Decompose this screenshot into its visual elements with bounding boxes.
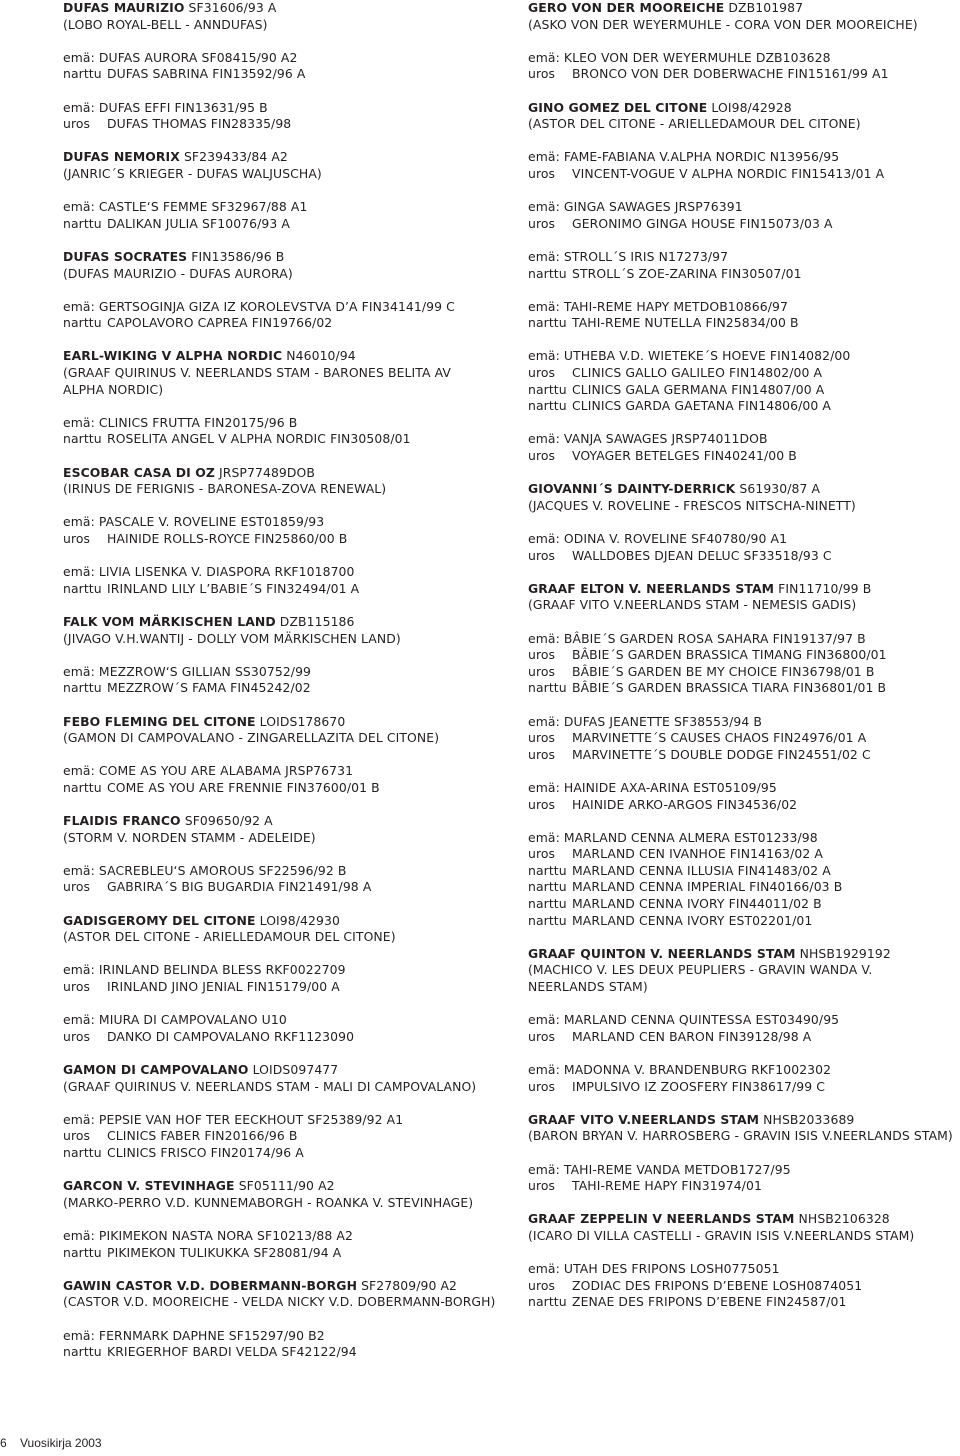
- text-line: (DUFAS MAURIZIO - DUFAS AURORA): [63, 265, 293, 281]
- spacer: [63, 183, 513, 200]
- offspring-name: MARLAND CENNA IVORY FIN44011/02 B: [572, 896, 822, 912]
- offspring-name: MARLAND CEN BARON FIN39128/98 A: [572, 1028, 812, 1044]
- offspring-line: [528, 680, 960, 697]
- registration-number: SF05111/90 A2: [238, 1178, 335, 1194]
- text-line: (GRAAF QUIRINUS V. NEERLANDS STAM - MALI DI CAMPOVALANO): [63, 1078, 477, 1094]
- offspring-sex: uros: [528, 796, 556, 812]
- offspring-line: [528, 365, 960, 382]
- offspring-name: IMPULSIVO IZ ZOOSFERY FIN38617/99 C: [572, 1078, 825, 1094]
- offspring-sex: narttu: [528, 398, 567, 414]
- offspring-name: STROLL´S ZOE-ZARINA FIN30507/01: [572, 265, 802, 281]
- offspring-line: [63, 581, 513, 598]
- registration-number: NHSB2033689: [763, 1111, 855, 1127]
- text-line: emä: HAINIDE AXA-ARINA EST05109/95: [528, 779, 777, 795]
- text-line: (MARKO-PERRO V.D. KUNNEMABORGH - ROANKA V. STEVINHAGE): [63, 1194, 474, 1210]
- registration-number: FIN11710/99 B: [778, 580, 872, 596]
- sire-heading: [528, 1211, 960, 1228]
- sire-name: DUFAS NEMORIX: [63, 149, 180, 165]
- offspring-sex: uros: [63, 879, 91, 895]
- offspring-name: CLINICS GARDA GAETANA FIN14806/00 A: [572, 398, 832, 414]
- registration-number: NHSB2106328: [798, 1211, 890, 1227]
- offspring-sex: uros: [63, 531, 91, 546]
- text-line: (BARON BRYAN V. HARROSBERG - GRAVIN ISIS V.NEERLANDS STAM): [528, 1128, 953, 1144]
- offspring-line: [528, 1079, 960, 1096]
- offspring-name: HAINIDE ARKO-ARGOS FIN34536/02: [572, 796, 798, 812]
- spacer: [528, 1245, 960, 1262]
- spacer: [63, 332, 513, 349]
- sire-heading: [528, 0, 960, 17]
- text-line: emä: TAHI-REME HAPY METDOB10866/97: [528, 298, 788, 314]
- offspring-sex: uros: [528, 1078, 556, 1094]
- spacer: [63, 448, 513, 465]
- text-line: (ICARO DI VILLA CASTELLI - GRAVIN ISIS V.NEERLANDS STAM): [528, 1227, 915, 1243]
- offspring-name: CLINICS GALLO GALILEO FIN14802/00 A: [572, 365, 823, 381]
- offspring-name: IRINLAND JINO JENIAL FIN15179/00 A: [107, 979, 340, 995]
- text-line: (MACHICO V. LES DEUX PEUPLIERS - GRAVIN WANDA V.: [528, 962, 873, 978]
- spacer: [63, 282, 513, 299]
- text-line: emä: VANJA SAWAGES JRSP74011DOB: [528, 431, 768, 447]
- sire-name: GRAAF ZEPPELIN V NEERLANDS STAM: [528, 1211, 795, 1227]
- offspring-name: HAINIDE ROLLS-ROYCE FIN25860/00 B: [107, 531, 348, 546]
- offspring-sex: narttu: [528, 680, 567, 696]
- offspring-name: KRIEGERHOF BARDI VELDA SF42122/94: [107, 1344, 357, 1360]
- registration-number: LOI98/42928: [711, 99, 792, 115]
- spacer: [63, 797, 513, 814]
- spacer: [528, 415, 960, 432]
- sire-name: GRAAF VITO V.NEERLANDS STAM: [528, 1111, 760, 1127]
- text-line: (STORM V. NORDEN STAMM - ADELEIDE): [63, 829, 316, 845]
- registration-number: DZB115186: [279, 613, 355, 629]
- offspring-line: [63, 680, 513, 697]
- registration-number: N46010/94: [286, 348, 356, 364]
- sire-heading: [63, 614, 513, 631]
- sire-heading: [63, 1278, 513, 1295]
- sire-heading: [528, 946, 960, 963]
- offspring-line: [528, 1278, 960, 1295]
- text-line: emä: STROLL´S IRIS N17273/97: [528, 248, 729, 264]
- spacer: [63, 1045, 513, 1062]
- offspring-sex: uros: [528, 663, 556, 679]
- offspring-line: [528, 747, 960, 764]
- publication-title: Vuosikirja 2003: [20, 1436, 102, 1450]
- offspring-line: [63, 1029, 513, 1046]
- text-line: emä: PEPSIE VAN HOF TER EECKHOUT SF25389/92 A1: [63, 1111, 404, 1127]
- sire-heading: [63, 149, 513, 166]
- spacer: [63, 1095, 513, 1112]
- offspring-name: PIKIMEKON TULIKUKKA SF28081/94 A: [107, 1244, 342, 1260]
- spacer: [63, 498, 513, 515]
- sire-name: GIOVANNI´S DAINTY-DERRICK: [528, 481, 736, 497]
- text-line: emä: DUFAS EFFI FIN13631/95 B: [63, 99, 268, 115]
- offspring-line: [528, 548, 960, 565]
- sire-heading: [63, 249, 513, 266]
- offspring-line: [528, 896, 960, 913]
- offspring-sex: narttu: [63, 1344, 102, 1360]
- spacer: [63, 232, 513, 249]
- offspring-name: BÂBIE´S GARDEN BRASSICA TIARA FIN36801/01 B: [572, 680, 887, 696]
- spacer: [63, 846, 513, 863]
- offspring-line: [63, 531, 513, 548]
- text-line: emä: UTAH DES FRIPONS LOSH0775051: [528, 1261, 780, 1277]
- registration-number: LOIDS178670: [259, 713, 346, 729]
- spacer: [63, 1261, 513, 1278]
- sire-heading: [63, 714, 513, 731]
- spacer: [528, 465, 960, 482]
- offspring-sex: narttu: [528, 315, 567, 331]
- text-line: emä: GERTSOGINJA GIZA IZ KOROLEVSTVA D’A FIN34141/99 C: [63, 298, 455, 314]
- offspring-name: COME AS YOU ARE FRENNIE FIN37600/01 B: [107, 779, 380, 795]
- spacer: [528, 1045, 960, 1062]
- offspring-line: [528, 1029, 960, 1046]
- offspring-sex: uros: [528, 647, 556, 663]
- spacer: [63, 647, 513, 664]
- spacer: [528, 614, 960, 631]
- spacer: [63, 133, 513, 150]
- offspring-sex: uros: [528, 547, 556, 563]
- text-line: emä: MEZZROW‘S GILLIAN SS30752/99: [63, 663, 312, 679]
- offspring-name: CLINICS FABER FIN20166/96 B: [107, 1128, 298, 1144]
- spacer: [528, 929, 960, 946]
- offspring-line: [63, 216, 513, 233]
- text-line: emä: KLEO VON DER WEYERMUHLE DZB103628: [528, 49, 831, 65]
- sire-name: GINO GOMEZ DEL CITONE: [528, 99, 708, 115]
- spacer: [63, 398, 513, 415]
- offspring-name: DUFAS THOMAS FIN28335/98: [107, 116, 292, 132]
- text-line: (GRAAF QUIRINUS V. NEERLANDS STAM - BARONES BELITA AV: [63, 365, 451, 381]
- sire-name: DUFAS SOCRATES: [63, 248, 188, 264]
- offspring-sex: narttu: [528, 879, 567, 895]
- spacer: [63, 896, 513, 913]
- offspring-sex: narttu: [63, 431, 102, 447]
- offspring-line: [63, 979, 513, 996]
- offspring-sex: uros: [528, 846, 556, 862]
- text-line: emä: MARLAND CENNA ALMERA EST01233/98: [528, 829, 818, 845]
- text-line: ALPHA NORDIC): [63, 381, 164, 397]
- offspring-line: [63, 315, 513, 332]
- offspring-name: BÂBIE´S GARDEN BRASSICA TIMANG FIN36800/01: [572, 647, 887, 663]
- offspring-sex: narttu: [528, 862, 567, 878]
- spacer: [63, 33, 513, 50]
- offspring-sex: uros: [63, 979, 91, 995]
- offspring-line: [63, 431, 513, 448]
- offspring-sex: uros: [63, 116, 91, 132]
- offspring-name: MARLAND CENNA ILLUSIA FIN41483/02 A: [572, 862, 831, 878]
- offspring-sex: uros: [63, 1028, 91, 1044]
- offspring-name: MARLAND CENNA IVORY EST02201/01: [572, 912, 813, 928]
- spacer: [528, 133, 960, 150]
- offspring-name: ZENAE DES FRIPONS D’EBENE FIN24587/01: [572, 1294, 847, 1310]
- text-line: emä: CASTLE‘S FEMME SF32967/88 A1: [63, 199, 308, 215]
- registration-number: LOI98/42930: [259, 912, 340, 928]
- text-line: emä: PASCALE V. ROVELINE EST01859/93: [63, 514, 325, 530]
- offspring-sex: uros: [528, 746, 556, 762]
- offspring-sex: uros: [63, 1128, 91, 1144]
- offspring-line: [528, 664, 960, 681]
- spacer: [528, 697, 960, 714]
- right-column: [528, 0, 960, 1311]
- offspring-name: MARLAND CEN IVANHOE FIN14163/02 A: [572, 846, 823, 862]
- offspring-line: [528, 266, 960, 283]
- spacer: [63, 1311, 513, 1328]
- offspring-sex: uros: [528, 448, 556, 464]
- offspring-name: TAHI-REME NUTELLA FIN25834/00 B: [572, 315, 799, 331]
- spacer: [528, 282, 960, 299]
- offspring-name: MARVINETTE´S DOUBLE DODGE FIN24551/02 C: [572, 746, 871, 762]
- sire-heading: [63, 1062, 513, 1079]
- offspring-name: VOYAGER BETELGES FIN40241/00 B: [572, 448, 797, 464]
- text-line: (JANRIC´S KRIEGER - DUFAS WALJUSCHA): [63, 165, 322, 181]
- registration-number: DZB101987: [728, 0, 804, 15]
- offspring-name: MARVINETTE´S CAUSES CHAOS FIN24976/01 A: [572, 730, 867, 746]
- sire-heading: [528, 1112, 960, 1129]
- offspring-name: MEZZROW´S FAMA FIN45242/02: [107, 680, 311, 696]
- text-line: emä: FERNMARK DAPHNE SF15297/90 B2: [63, 1327, 325, 1343]
- registration-number: SF239433/84 A2: [183, 149, 288, 165]
- sire-name: FALK VOM MÄRKISCHEN LAND: [63, 613, 276, 629]
- offspring-line: [528, 647, 960, 664]
- text-line: (JACQUES V. ROVELINE - FRESCOS NITSCHA-NINETT): [528, 497, 856, 513]
- sire-name: GRAAF QUINTON V. NEERLANDS STAM: [528, 945, 796, 961]
- text-line: (ASTOR DEL CITONE - ARIELLEDAMOUR DEL CITONE): [63, 929, 396, 945]
- text-line: (IRINUS DE FERIGNIS - BARONESA-ZOVA RENEWAL): [63, 481, 387, 497]
- offspring-sex: narttu: [63, 680, 102, 696]
- spacer: [528, 83, 960, 100]
- spacer: [528, 332, 960, 349]
- offspring-sex: narttu: [63, 1144, 102, 1160]
- spacer: [528, 763, 960, 780]
- spacer: [63, 597, 513, 614]
- offspring-name: IRINLAND LILY L’BABIE´S FIN32494/01 A: [107, 580, 360, 596]
- offspring-line: [528, 216, 960, 233]
- registration-number: S61930/87 A: [739, 481, 821, 497]
- offspring-sex: narttu: [63, 779, 102, 795]
- sire-name: DUFAS MAURIZIO: [63, 0, 185, 15]
- spacer: [63, 1162, 513, 1179]
- text-line: emä: MARLAND CENNA QUINTESSA EST03490/95: [528, 1012, 840, 1028]
- offspring-sex: uros: [528, 1178, 556, 1194]
- text-line: (ASKO VON DER WEYERMUHLE - CORA VON DER MOOREICHE): [528, 16, 918, 32]
- offspring-sex: narttu: [528, 381, 567, 397]
- spacer: [528, 1145, 960, 1162]
- text-line: emä: UTHEBA V.D. WIETEKE´S HOEVE FIN14082/00: [528, 348, 851, 364]
- text-line: (JIVAGO V.H.WANTIJ - DOLLY VOM MÄRKISCHEN LAND): [63, 630, 401, 646]
- offspring-line: [63, 66, 513, 83]
- offspring-name: TAHI-REME HAPY FIN31974/01: [572, 1178, 762, 1194]
- offspring-line: [528, 448, 960, 465]
- offspring-sex: narttu: [528, 1294, 567, 1310]
- spacer: [528, 33, 960, 50]
- spacer: [63, 83, 513, 100]
- offspring-name: MARLAND CENNA IMPERIAL FIN40166/03 B: [572, 879, 843, 895]
- sire-heading: [63, 0, 513, 17]
- offspring-sex: narttu: [63, 1244, 102, 1260]
- sire-name: GAMON DI CAMPOVALANO: [63, 1062, 249, 1077]
- text-line: emä: ODINA V. ROVELINE SF40780/90 A1: [528, 531, 788, 546]
- sire-name: GARCON V. STEVINHAGE: [63, 1178, 235, 1194]
- offspring-name: BÂBIE´S GARDEN BE MY CHOICE FIN36798/01 B: [572, 663, 875, 679]
- offspring-name: GERONIMO GINGA HOUSE FIN15073/03 A: [572, 215, 833, 231]
- registration-number: SF31606/93 A: [188, 0, 277, 15]
- spacer: [528, 564, 960, 581]
- sire-heading: [63, 813, 513, 830]
- offspring-line: [528, 66, 960, 83]
- offspring-sex: uros: [528, 365, 556, 381]
- offspring-line: [528, 863, 960, 880]
- sire-name: ESCOBAR CASA DI OZ: [63, 464, 215, 480]
- spacer: [528, 183, 960, 200]
- offspring-line: [63, 1344, 513, 1361]
- text-line: (GRAAF VITO V.NEERLANDS STAM - NEMESIS GADIS): [528, 597, 857, 613]
- offspring-name: CLINICS FRISCO FIN20174/96 A: [107, 1144, 304, 1160]
- page-number: 6: [0, 1436, 7, 1450]
- offspring-sex: uros: [528, 66, 556, 82]
- text-line: emä: FAME-FABIANA V.ALPHA NORDIC N13956/95: [528, 149, 840, 165]
- offspring-sex: narttu: [63, 580, 102, 596]
- offspring-line: [528, 398, 960, 415]
- offspring-sex: uros: [528, 1277, 556, 1293]
- offspring-name: VINCENT-VOGUE V ALPHA NORDIC FIN15413/01 A: [572, 165, 885, 181]
- offspring-name: GABRIRA´S BIG BUGARDIA FIN21491/98 A: [107, 879, 372, 895]
- offspring-sex: narttu: [63, 66, 102, 82]
- text-line: (GAMON DI CAMPOVALANO - ZINGARELLAZITA DEL CITONE): [63, 730, 440, 746]
- sire-name: FLAIDIS FRANCO: [63, 813, 181, 829]
- offspring-line: [528, 166, 960, 183]
- spacer: [63, 946, 513, 963]
- offspring-line: [528, 797, 960, 814]
- sire-heading: [63, 913, 513, 930]
- spacer: [528, 996, 960, 1013]
- offspring-line: [63, 1128, 513, 1145]
- text-line: emä: LIVIA LISENKA V. DIASPORA RKF1018700: [63, 564, 355, 580]
- text-line: (LOBO ROYAL-BELL - ANNDUFAS): [63, 16, 268, 32]
- text-line: NEERLANDS STAM): [528, 979, 648, 995]
- sire-heading: [528, 100, 960, 117]
- offspring-sex: narttu: [528, 265, 567, 281]
- offspring-line: [528, 382, 960, 399]
- text-line: emä: PIKIMEKON NASTA NORA SF10213/88 A2: [63, 1227, 353, 1243]
- sire-name: GERO VON DER MOOREICHE: [528, 0, 725, 15]
- offspring-name: ZODIAC DES FRIPONS D’EBENE LOSH0874051: [572, 1277, 863, 1293]
- spacer: [528, 1095, 960, 1112]
- sire-heading: [63, 465, 513, 482]
- offspring-line: [63, 780, 513, 797]
- offspring-line: [528, 846, 960, 863]
- offspring-line: [528, 730, 960, 747]
- offspring-name: ROSELITA ANGEL V ALPHA NORDIC FIN30508/01: [107, 431, 411, 447]
- sire-heading: [63, 348, 513, 365]
- offspring-sex: uros: [528, 215, 556, 231]
- offspring-name: DALIKAN JULIA SF10076/93 A: [107, 215, 291, 231]
- offspring-sex: narttu: [528, 912, 567, 928]
- spacer: [63, 697, 513, 714]
- spacer: [63, 1211, 513, 1228]
- offspring-line: [528, 879, 960, 896]
- page-footer: [0, 1436, 102, 1450]
- text-line: emä: GINGA SAWAGES JRSP76391: [528, 199, 743, 215]
- offspring-sex: narttu: [63, 315, 102, 331]
- text-line: emä: MIURA DI CAMPOVALANO U10: [63, 1012, 287, 1028]
- offspring-line: [63, 1145, 513, 1162]
- registration-number: SF09650/92 A: [184, 813, 273, 829]
- left-column: [63, 0, 513, 1361]
- offspring-name: CAPOLAVORO CAPREA FIN19766/02: [107, 315, 333, 331]
- offspring-sex: uros: [528, 730, 556, 746]
- text-line: emä: SACREBLEU‘S AMOROUS SF22596/92 B: [63, 862, 347, 878]
- spacer: [63, 996, 513, 1013]
- offspring-name: BRONCO VON DER DOBERWACHE FIN15161/99 A1: [572, 66, 889, 82]
- sire-heading: [528, 481, 960, 498]
- registration-number: LOIDS097477: [252, 1062, 339, 1077]
- sire-name: EARL-WIKING V ALPHA NORDIC: [63, 348, 283, 364]
- registration-number: FIN13586/96 B: [191, 248, 285, 264]
- sire-name: GADISGEROMY DEL CITONE: [63, 912, 256, 928]
- offspring-line: [528, 1178, 960, 1195]
- offspring-sex: uros: [528, 1028, 556, 1044]
- spacer: [528, 813, 960, 830]
- text-line: emä: DUFAS AURORA SF08415/90 A2: [63, 49, 298, 65]
- text-line: (ASTOR DEL CITONE - ARIELLEDAMOUR DEL CITONE): [528, 116, 861, 132]
- text-line: emä: TAHI-REME VANDA METDOB1727/95: [528, 1161, 791, 1177]
- offspring-name: DUFAS SABRINA FIN13592/96 A: [107, 66, 306, 82]
- spacer: [63, 548, 513, 565]
- offspring-name: CLINICS GALA GERMANA FIN14807/00 A: [572, 381, 825, 397]
- offspring-line: [528, 913, 960, 930]
- text-line: emä: DUFAS JEANETTE SF38553/94 B: [528, 713, 763, 729]
- spacer: [528, 514, 960, 531]
- text-line: emä: COME AS YOU ARE ALABAMA JRSP76731: [63, 763, 354, 779]
- offspring-name: DANKO DI CAMPOVALANO RKF1123090: [107, 1028, 355, 1044]
- registration-number: NHSB1929192: [799, 945, 891, 961]
- offspring-line: [63, 1245, 513, 1262]
- offspring-sex: uros: [528, 165, 556, 181]
- sire-name: FEBO FLEMING DEL CITONE: [63, 713, 256, 729]
- text-line: emä: MADONNA V. BRANDENBURG RKF1002302: [528, 1062, 832, 1077]
- spacer: [63, 747, 513, 764]
- sire-heading: [63, 1178, 513, 1195]
- spacer: [528, 1195, 960, 1212]
- spacer: [528, 232, 960, 249]
- text-line: emä: BÂBIE´S GARDEN ROSA SAHARA FIN19137/97 B: [528, 630, 866, 646]
- offspring-line: [63, 116, 513, 133]
- registration-number: JRSP77489DOB: [219, 464, 316, 480]
- sire-name: GRAAF ELTON V. NEERLANDS STAM: [528, 580, 775, 596]
- offspring-sex: narttu: [528, 896, 567, 912]
- offspring-line: [528, 1294, 960, 1311]
- offspring-line: [63, 879, 513, 896]
- text-line: (CASTOR V.D. MOOREICHE - VELDA NICKY V.D. DOBERMANN-BORGH): [63, 1294, 496, 1310]
- sire-heading: [528, 581, 960, 598]
- text-line: emä: IRINLAND BELINDA BLESS RKF0022709: [63, 962, 346, 978]
- sire-name: GAWIN CASTOR V.D. DOBERMANN-BORGH: [63, 1277, 358, 1293]
- offspring-line: [528, 315, 960, 332]
- offspring-sex: narttu: [63, 215, 102, 231]
- text-line: emä: CLINICS FRUTTA FIN20175/96 B: [63, 414, 298, 430]
- offspring-name: WALLDOBES DJEAN DELUC SF33518/93 C: [572, 547, 832, 563]
- registration-number: SF27809/90 A2: [361, 1277, 458, 1293]
